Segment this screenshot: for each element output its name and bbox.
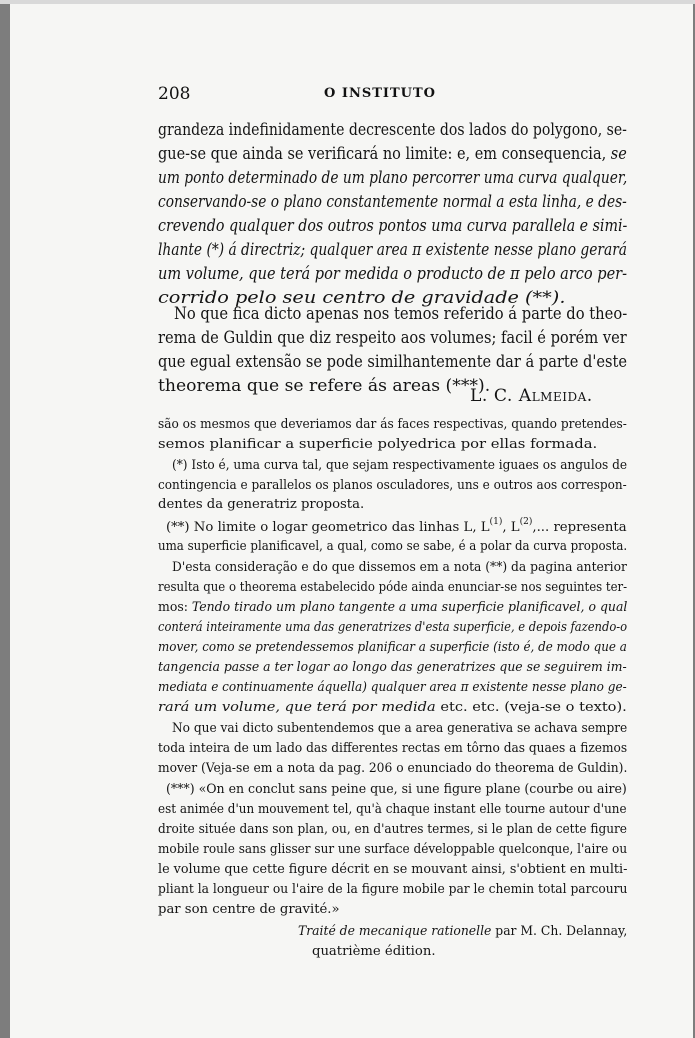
page-number: 208 [158, 84, 191, 104]
footnote-line: dentes da generatriz proposta. [158, 497, 365, 512]
footnote-line: semos planificar a superficie polyedrica por ellas formada. [158, 437, 598, 452]
signature: L. C. Almeida. [470, 386, 593, 406]
footnote-line: (**) No limite o logar geometrico das linhas L, $L^{(1)}$, $L^{(2)}$,... representa [166, 517, 627, 535]
body-line: um ponto determinado de um plano percorrer uma curva qualquer, [158, 168, 628, 188]
body-line: No que fica dicto apenas nos temos referido á parte do theo- [174, 304, 628, 324]
body-line: theorema que se refere ás areas (***). [158, 376, 491, 396]
footnote-line: tangencia passe a ter logar ao longo das generatrizes que se seguirem im- [158, 660, 627, 675]
footnote-line: resulta que o theorema estabelecido póde ainda enunciar-se nos seguintes ter- [158, 580, 628, 595]
running-title: O INSTITUTO [324, 86, 436, 101]
footnote-line: mover, como se pretendessemos planificar a superficie (isto é, de modo que a [158, 640, 627, 655]
footnote-line: mover (Veja-se em a nota da pag. 206 o enunciado do theorema de Guldin). [158, 761, 628, 776]
footnote-line: (***) «On en conclut sans peine que, si une figure plane (courbe ou aire) [166, 782, 627, 797]
footnote-line: (*) Isto é, uma curva tal, que sejam respectivamente iguaes os angulos de [172, 458, 628, 473]
footnote-line: par son centre de gravité.» [158, 902, 340, 917]
footnote-line: conterá inteiramente uma das generatrizes d'esta superficie, e depois fazendo-o [158, 620, 628, 635]
body-line: um volume, que terá por medida o producto de π pelo arco per- [158, 264, 628, 284]
footnote-line: quatrième édition. [312, 944, 436, 959]
footnote-line: Traité de mecanique rationelle par M. Ch. Delannay, [298, 924, 628, 939]
footnote-line: mos: Tendo tirado um plano tangente a uma superficie planificavel, o qual [158, 600, 628, 615]
footnote-line: droite située dans son plan, ou, en d'autres termes, si le plan de cette figure [158, 822, 627, 837]
body-line: crevendo qualquer dos outros pontos uma curva parallela e simi- [158, 216, 628, 236]
footnote-line: le volume que cette figure décrit en se mouvant ainsi, s'obtient en multi- [158, 862, 628, 877]
footnote-line: uma superficie planificavel, a qual, como se sabe, é a polar da curva proposta. [158, 539, 628, 554]
footnote-line: toda inteira de um lado das differentes rectas em tôrno das quaes a fizemos [158, 741, 628, 756]
body-line: rema de Guldin que diz respeito aos volumes; facil é porém ver [158, 328, 627, 348]
footnote-line: contingencia e parallelos os planos osculadores, uns e outros aos correspon- [158, 478, 627, 493]
footnote-line: mobile roule sans glisser sur une surface développable quelconque, l'aire ou [158, 842, 628, 857]
running-header [0, 84, 695, 106]
body-line: conservando-se o plano constantemente normal a esta linha, e des- [158, 192, 627, 212]
footnote-line: est animée d'un mouvement tel, qu'à chaque instant elle tourne autour d'une [158, 802, 627, 817]
footnote-line: pliant la longueur ou l'aire de la figure mobile par le chemin total parcouru [158, 882, 628, 897]
body-line: gue-se que ainda se verificará no limite: e, em consequencia, se [158, 144, 627, 164]
body-line: que egual extensão se pode similhantemente dar á parte d'este [158, 352, 628, 372]
footnote-line: rará um volume, que terá por medida etc. etc. (veja-se o texto). [158, 700, 627, 715]
footnote-line: mediata e continuamente áquella) qualquer area π existente nesse plano ge- [158, 680, 627, 695]
footnote-line: D'esta consideração e do que dissemos em a nota (**) da pagina anterior [172, 560, 627, 575]
footnote-line: são os mesmos que deveriamos dar ás faces respectivas, quando pretendes- [158, 417, 627, 432]
body-line: lhante (*) á directriz; qualquer area π existente nesse plano gerará [158, 240, 628, 260]
body-line: corrido pelo seu centro de gravidade (**). [158, 288, 566, 308]
footnote-line: No que vai dicto subentendemos que a area generativa se achava sempre [172, 721, 628, 736]
body-line: grandeza indefinidamente decrescente dos lados do polygono, se- [158, 120, 627, 140]
